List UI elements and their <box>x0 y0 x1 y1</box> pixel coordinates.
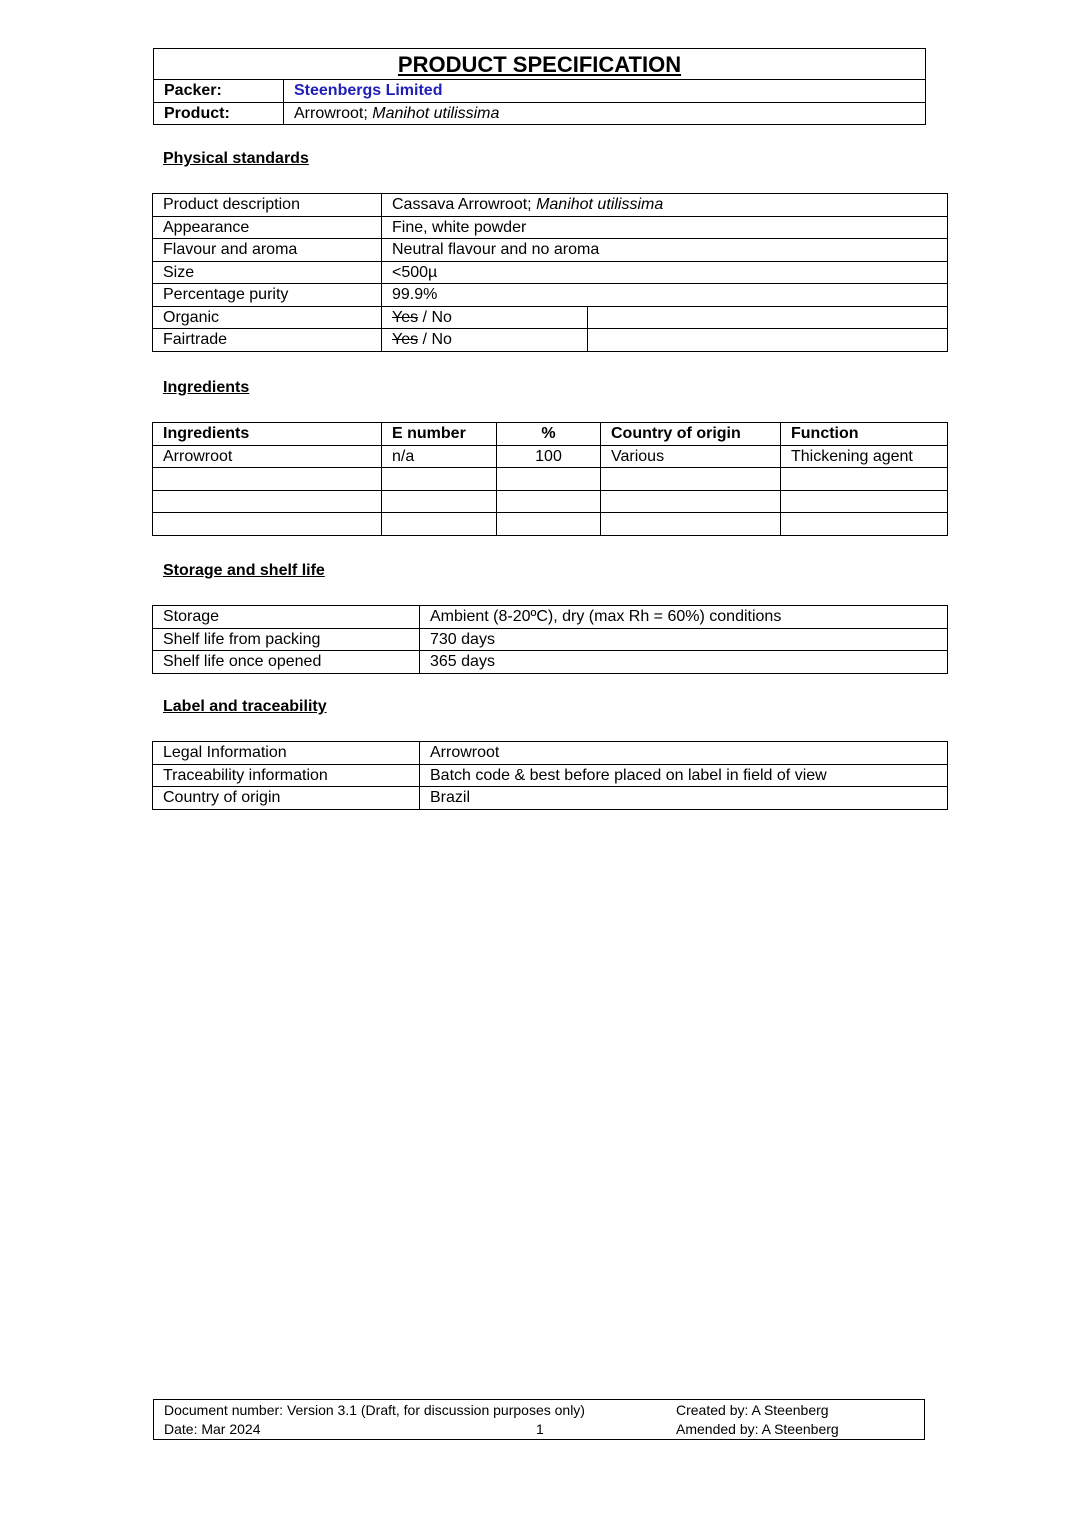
column-header: % <box>497 423 601 446</box>
empty-cell <box>588 329 948 352</box>
document-footer <box>153 1399 925 1440</box>
table-cell <box>601 513 781 536</box>
table-cell: 100 <box>497 445 601 468</box>
table-row <box>153 284 948 307</box>
table-row <box>153 787 948 810</box>
table-cell <box>153 490 382 513</box>
table-row <box>153 306 948 329</box>
product-description-text: Cassava Arrowroot; <box>392 196 537 214</box>
table-row <box>153 628 948 651</box>
row-label: Flavour and aroma <box>153 239 382 262</box>
table-cell <box>382 513 497 536</box>
ingredients-heading: Ingredients <box>163 379 250 396</box>
table-cell <box>781 513 948 536</box>
created-by: Created by: A Steenberg <box>676 1402 829 1418</box>
row-value: <500µ <box>382 261 948 284</box>
packer-value: Steenbergs Limited <box>284 80 926 103</box>
table-row <box>153 445 948 468</box>
row-label: Storage <box>153 606 420 629</box>
table-cell <box>781 468 948 491</box>
row-label: Product description <box>153 194 382 217</box>
product-value <box>284 102 926 125</box>
table-row <box>153 742 948 765</box>
row-value: 365 days <box>420 651 948 674</box>
table-row <box>153 261 948 284</box>
storage-table <box>152 605 948 674</box>
amended-by: Amended by: A Steenberg <box>676 1421 839 1437</box>
row-value: Batch code & best before placed on label in field of view <box>420 764 948 787</box>
row-label: Traceability information <box>153 764 420 787</box>
row-value: Arrowroot <box>420 742 948 765</box>
label-traceability-heading: Label and traceability <box>163 698 327 715</box>
table-cell <box>497 468 601 491</box>
column-header: Function <box>781 423 948 446</box>
empty-cell <box>588 306 948 329</box>
row-value: Neutral flavour and no aroma <box>382 239 948 262</box>
table-cell: Various <box>601 445 781 468</box>
struck-option: Yes <box>392 308 419 326</box>
selected-option: / No <box>418 331 452 349</box>
table-row <box>153 194 948 217</box>
table-cell <box>382 490 497 513</box>
physical-standards-heading: Physical standards <box>163 150 309 167</box>
row-value: Brazil <box>420 787 948 810</box>
table-row <box>153 468 948 491</box>
product-label: Product: <box>154 102 284 125</box>
column-header: Ingredients <box>153 423 382 446</box>
row-value: 99.9% <box>382 284 948 307</box>
table-row <box>153 329 948 352</box>
table-header-row <box>153 423 948 446</box>
header-table <box>153 48 926 125</box>
table-row <box>153 239 948 262</box>
row-value: Ambient (8-20ºC), dry (max Rh = 60%) conditions <box>420 606 948 629</box>
page-number: 1 <box>536 1421 544 1437</box>
table-row <box>153 606 948 629</box>
table-row <box>153 490 948 513</box>
table-row <box>153 651 948 674</box>
row-value <box>382 329 588 352</box>
table-cell: Arrowroot <box>153 445 382 468</box>
product-name: Arrowroot; <box>294 104 373 122</box>
table-cell: n/a <box>382 445 497 468</box>
table-cell <box>601 468 781 491</box>
table-cell <box>382 468 497 491</box>
row-value <box>382 194 948 217</box>
struck-option: Yes <box>392 331 419 349</box>
column-header: Country of origin <box>601 423 781 446</box>
packer-label: Packer: <box>154 80 284 103</box>
table-row <box>153 513 948 536</box>
row-label: Shelf life from packing <box>153 628 420 651</box>
table-row <box>153 216 948 239</box>
product-description-latin: Manihot utilissima <box>536 196 664 214</box>
table-row <box>153 764 948 787</box>
column-header: E number <box>382 423 497 446</box>
document-number: Document number: Version 3.1 (Draft, for discussion purposes only) <box>164 1402 585 1418</box>
row-label: Country of origin <box>153 787 420 810</box>
row-label: Percentage purity <box>153 284 382 307</box>
row-label: Shelf life once opened <box>153 651 420 674</box>
table-cell <box>601 490 781 513</box>
physical-standards-table <box>152 193 948 352</box>
row-label: Size <box>153 261 382 284</box>
table-cell <box>153 513 382 536</box>
document-date: Date: Mar 2024 <box>164 1421 261 1437</box>
selected-option: / No <box>418 308 452 326</box>
storage-heading: Storage and shelf life <box>163 562 325 579</box>
row-value: 730 days <box>420 628 948 651</box>
table-cell <box>781 490 948 513</box>
table-cell <box>497 513 601 536</box>
table-cell <box>497 490 601 513</box>
product-latin-name: Manihot utilissima <box>372 104 500 122</box>
label-traceability-table <box>152 741 948 810</box>
table-cell <box>153 468 382 491</box>
row-label: Organic <box>153 306 382 329</box>
table-cell: Thickening agent <box>781 445 948 468</box>
row-label: Appearance <box>153 216 382 239</box>
row-value: Fine, white powder <box>382 216 948 239</box>
row-label: Legal Information <box>153 742 420 765</box>
document-title: PRODUCT SPECIFICATION <box>154 49 926 80</box>
ingredients-table <box>152 422 948 536</box>
row-label: Fairtrade <box>153 329 382 352</box>
row-value <box>382 306 588 329</box>
